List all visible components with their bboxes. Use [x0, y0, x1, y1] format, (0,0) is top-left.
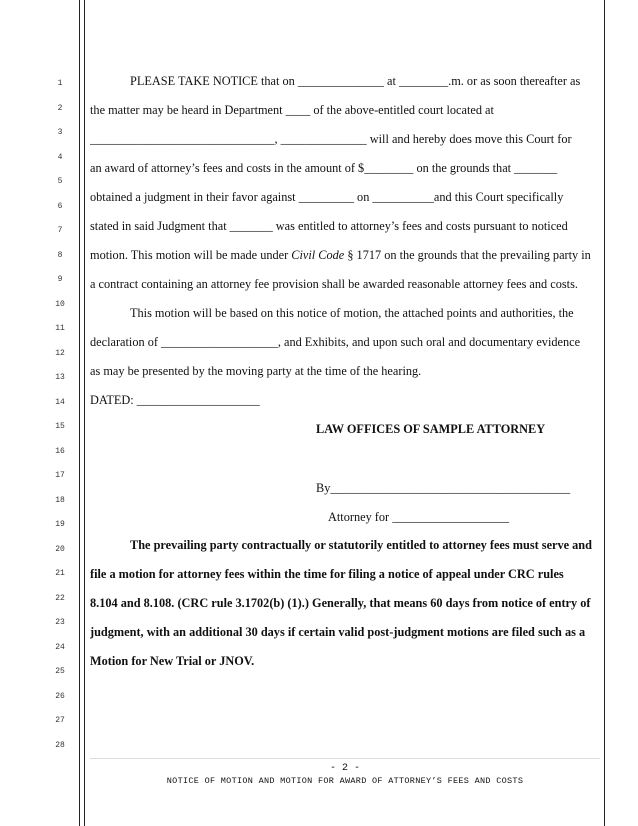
body-line: obtained a judgment in their favor against _________ on __________and this Court specifically	[90, 190, 564, 204]
body-line: the matter may be heard in Department ____ of the above-entitled court located at	[90, 103, 494, 117]
line-number: 26	[55, 691, 65, 701]
footer-title: NOTICE OF MOTION AND MOTION FOR AWARD OF ATTORNEY’S FEES AND COSTS	[166, 776, 524, 786]
body-line: an award of attorney’s fees and costs in the amount of $________ on the grounds that _______	[90, 161, 558, 175]
line-number: 10	[55, 299, 65, 309]
note-line: file a motion for attorney fees within the time for filing a notice of appeal under CRC rules	[90, 567, 564, 581]
line-number: 12	[55, 348, 65, 358]
body-line: a contract containing an attorney fee provision shall be awarded reasonable attorney fees and costs.	[90, 277, 578, 291]
footer-divider	[90, 758, 600, 759]
law-firm-name: LAW OFFICES OF SAMPLE ATTORNEY	[316, 422, 546, 436]
left-margin-rule-inner	[84, 0, 85, 826]
line-number: 1	[57, 79, 63, 88]
left-margin-rule-outer	[79, 0, 80, 826]
line-number: 3	[57, 128, 63, 137]
body-line: declaration of ___________________, and Exhibits, and upon such oral and documentary evidence	[90, 335, 581, 349]
body-text: motion. This motion will be made under	[90, 248, 292, 262]
line-number: 15	[55, 422, 65, 431]
line-number: 9	[57, 275, 63, 284]
dated-line: DATED: ____________________	[90, 393, 260, 407]
line-number: 17	[55, 471, 65, 480]
note-line: judgment, with an additional 30 days if certain valid post-judgment motions are filed such as a	[90, 625, 586, 639]
line-number: 4	[57, 152, 63, 162]
line-number: 21	[55, 569, 65, 578]
body-line: This motion will be based on this notice of motion, the attached points and authorities, the	[130, 306, 574, 320]
line-number: 22	[55, 593, 65, 603]
line-number: 7	[57, 226, 63, 235]
line-number: 28	[55, 740, 65, 750]
line-number: 18	[55, 495, 65, 505]
attorney-for-line: Attorney for ___________________	[328, 510, 510, 524]
body-line: ______________________________, ______________ will and hereby does move this Court for	[90, 132, 572, 146]
right-margin-rule	[604, 0, 605, 826]
line-number: 2	[57, 103, 63, 113]
line-number: 8	[57, 250, 63, 260]
body-line: stated in said Judgment that _______ was entitled to attorney’s fees and costs pursuant to noticed	[90, 219, 568, 233]
line-number: 13	[55, 373, 65, 382]
signature-line: By_______________________________________	[316, 481, 571, 495]
note-line: The prevailing party contractually or statutorily entitled to attorney fees must serve and	[130, 538, 592, 552]
line-number: 24	[55, 642, 65, 652]
note-line: 8.104 and 8.108. (CRC rule 3.1702(b) (1).) Generally, that means 60 days from notice of entry of	[90, 596, 591, 610]
body-text: § 1717 on the grounds that the prevailing party in	[344, 248, 591, 262]
body-line: as may be presented by the moving party at the time of the hearing.	[90, 364, 422, 378]
line-number: 11	[55, 324, 65, 333]
note-line: Motion for New Trial or JNOV.	[90, 654, 255, 668]
body-line	[90, 248, 600, 262]
line-number: 16	[55, 446, 65, 456]
line-number: 27	[55, 716, 65, 725]
line-number: 14	[55, 397, 65, 407]
line-number: 23	[55, 618, 65, 627]
line-number: 5	[57, 177, 63, 186]
line-number: 19	[55, 520, 65, 529]
statute-citation: Civil Code	[291, 248, 345, 262]
line-number: 20	[55, 544, 65, 554]
page-number: - 2 -	[329, 763, 360, 774]
body-line: PLEASE TAKE NOTICE that on ______________ at ________.m. or as soon thereafter as	[130, 74, 581, 88]
line-number: 6	[57, 201, 63, 211]
line-number: 25	[55, 667, 65, 676]
